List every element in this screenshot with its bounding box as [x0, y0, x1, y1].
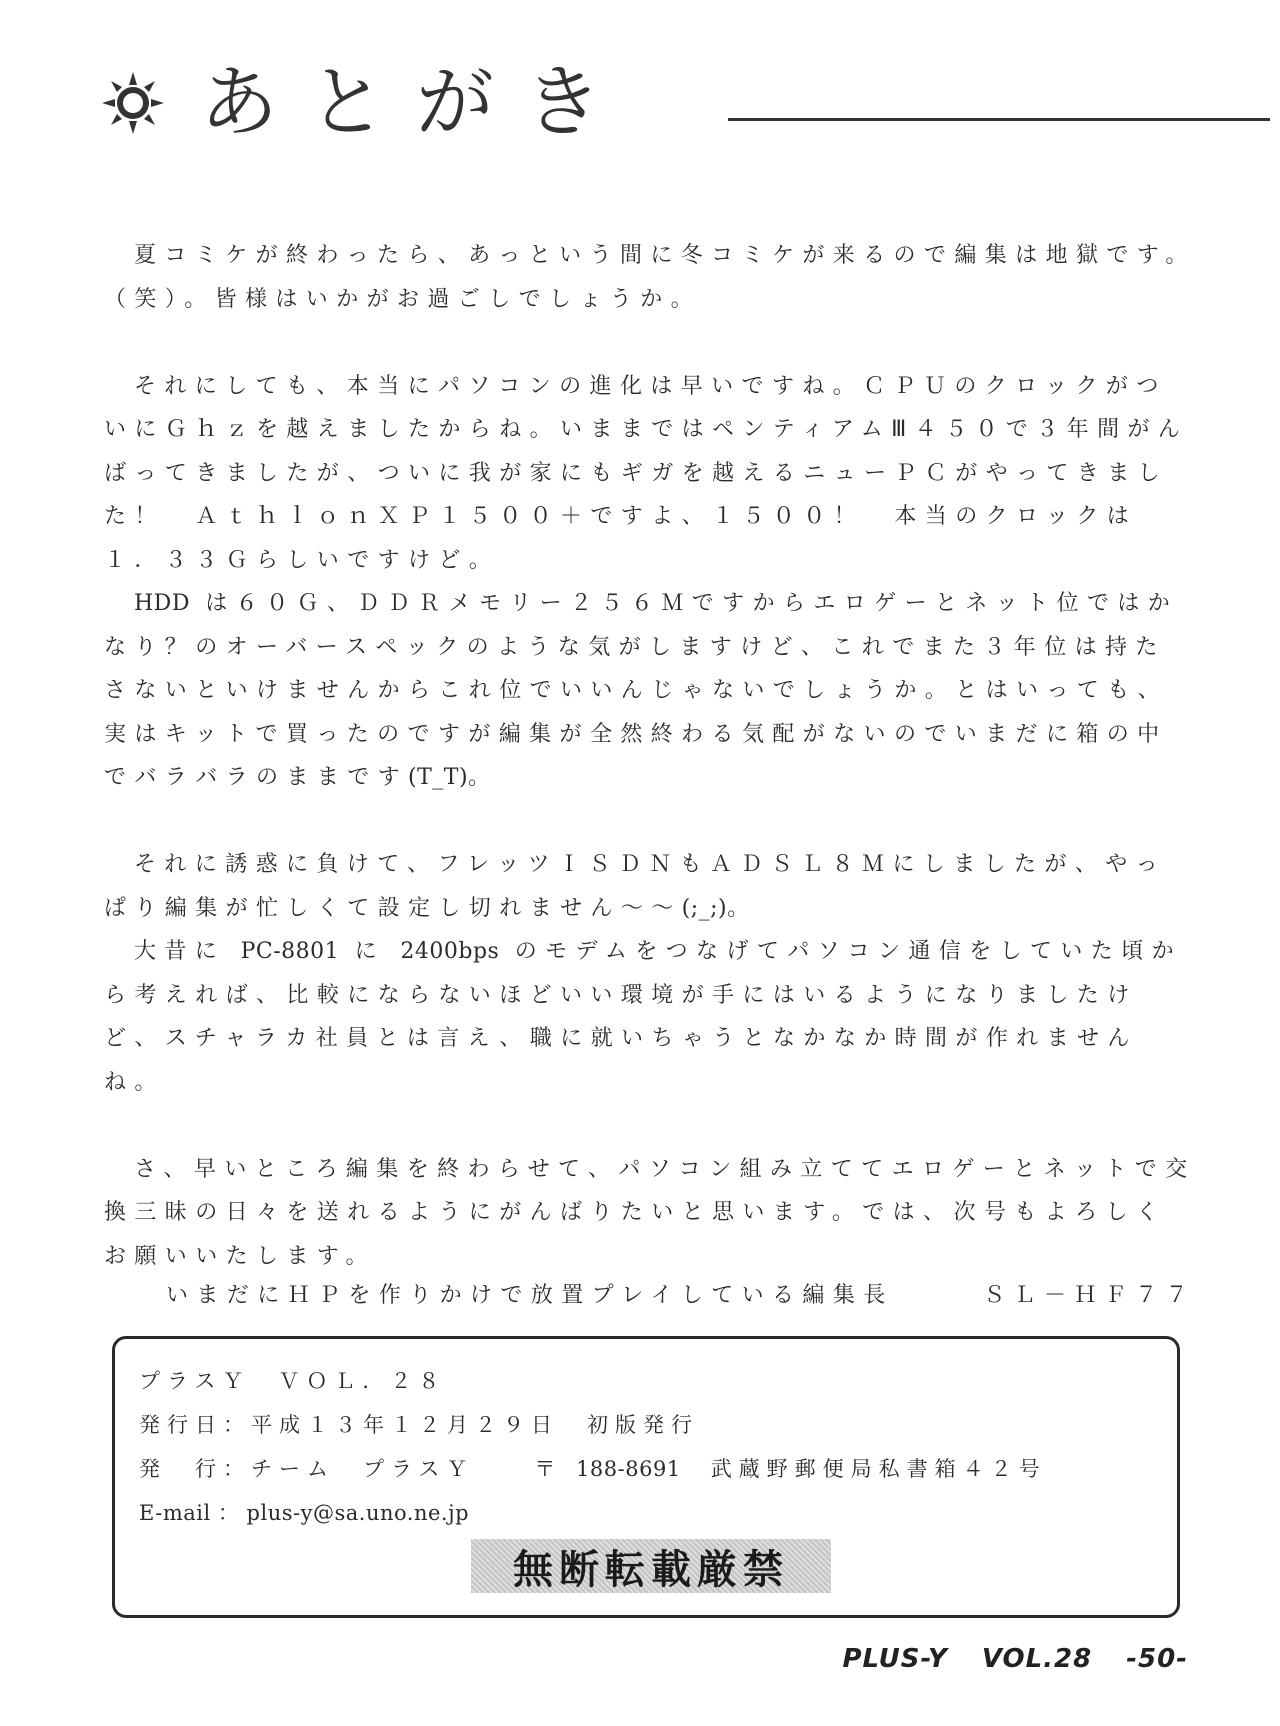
paragraph-5 — [104, 930, 1196, 1104]
date-label: 発行日： — [139, 1413, 251, 1437]
copyright-notice — [471, 1539, 831, 1593]
paragraph-4-text: それに誘惑に負けて、フレッツＩＳＤＮもＡＤＳＬ８Ｍにしましたが、やっぱり編集が忙しくて設定し切れません～～ — [104, 852, 1167, 921]
modem-speed-text: 2400bps — [400, 939, 500, 964]
date-value: 平成１３年１２月２９日 初版発行 — [251, 1413, 699, 1437]
paragraph-4-end: 。 — [727, 895, 758, 921]
page-title: あとがき — [200, 58, 633, 148]
paragraph-gap — [104, 1104, 1196, 1148]
signature — [166, 1276, 1196, 1316]
email-label: E-mail ： — [139, 1501, 240, 1525]
paragraph-3-end: 。 — [468, 765, 499, 790]
publisher-label: 発 行： — [139, 1457, 251, 1481]
colophon-box — [112, 1336, 1180, 1618]
paragraph-gap — [104, 321, 1196, 365]
signature-name: ＳＬ－ＨＦ７７ — [983, 1283, 1196, 1308]
paragraph-4 — [104, 843, 1196, 930]
address: 武蔵野郵便局私書箱４２号 — [710, 1457, 1047, 1481]
title-rule — [728, 118, 1270, 121]
page-number: -50- — [1126, 1644, 1188, 1674]
paragraph-1: 夏コミケが終わったら、あっという間に冬コミケが来るので編集は地獄です。（笑）。皆様はいかがお過ごしでしょうか。 — [104, 243, 1196, 312]
heading — [100, 58, 1180, 148]
colophon-date — [139, 1409, 699, 1439]
paragraph-2: それにしても、本当にパソコンの進化は早いですね。ＣＰＵのクロックがついにＧｈｚを越えましたからね。いままではペンティアムⅢ４５０で３年間がんばってきましたが、ついに我が家にもギガを越えるニューＰＣがやってきました！ ＡｔｈｌｏｎＸＰ１５００＋ですよ、１５００！ 本当のクロックは１．３３Ｇらしいですけど。 — [104, 373, 1189, 573]
footer-brand: PLUS-Y — [842, 1644, 948, 1674]
footer — [842, 1644, 1188, 1674]
email-value: plus-y@sa.uno.ne.jp — [246, 1501, 470, 1525]
sun-icon — [100, 70, 166, 136]
postal-code: 188-8691 — [576, 1457, 681, 1481]
emoticon-crying: (T_T) — [408, 765, 469, 790]
paragraph-5-a: 大昔に — [134, 939, 226, 964]
paragraph-6: さ、早いところ編集を終わらせて、パソコン組み立ててエロゲーとネットで交換三昧の日々を送れるようにがんばりたいと思います。では、次号もよろしくお願いいたします。 — [104, 1156, 1196, 1269]
paragraph-5-c: のモデムをつなげてパソコン通信をしていた頃から考えれば、比較にならないほどいい環境が手にはいるようになりましたけど、スチャラカ社員とは言え、職に就いちゃうとなかなか時間が作れませんね。 — [104, 939, 1183, 1095]
paragraph-gap — [104, 800, 1196, 844]
paragraph-3 — [104, 582, 1196, 800]
paragraph-3-text: は６０Ｇ、ＤＤＲメモリー２５６Ｍですからエロゲーとネット位ではかなり？のオーバースペックのような気がしますけど、これでまた３年位は持たさないといけませんからこれ位でいいんじゃないでしょうか。とはいっても、実はキットで買ったのですが編集が全然終わる気配がないのでいまだに箱の中でバラバラのままです — [104, 591, 1179, 790]
hdd-text: HDD — [134, 591, 190, 616]
afterword-body — [104, 234, 1196, 1278]
colophon-email — [139, 1497, 469, 1527]
paragraph-5-b: に — [354, 939, 385, 964]
publisher-value: チーム プラスＹ — [251, 1457, 475, 1481]
copyright-notice-text: 無断転載厳禁 — [513, 1545, 789, 1593]
postal-mark: 〒 — [534, 1457, 563, 1481]
colophon-title: プラスＹ ＶＯＬ．２８ — [139, 1369, 447, 1393]
emoticon-sweat: (;_;) — [681, 895, 728, 921]
signature-text: いまだにＨＰを作りかけで放置プレイしている編集長 — [166, 1283, 894, 1308]
pc-model-text: PC-8801 — [240, 939, 340, 964]
colophon-publisher — [139, 1453, 1047, 1483]
footer-volume: VOL.28 — [981, 1644, 1093, 1674]
